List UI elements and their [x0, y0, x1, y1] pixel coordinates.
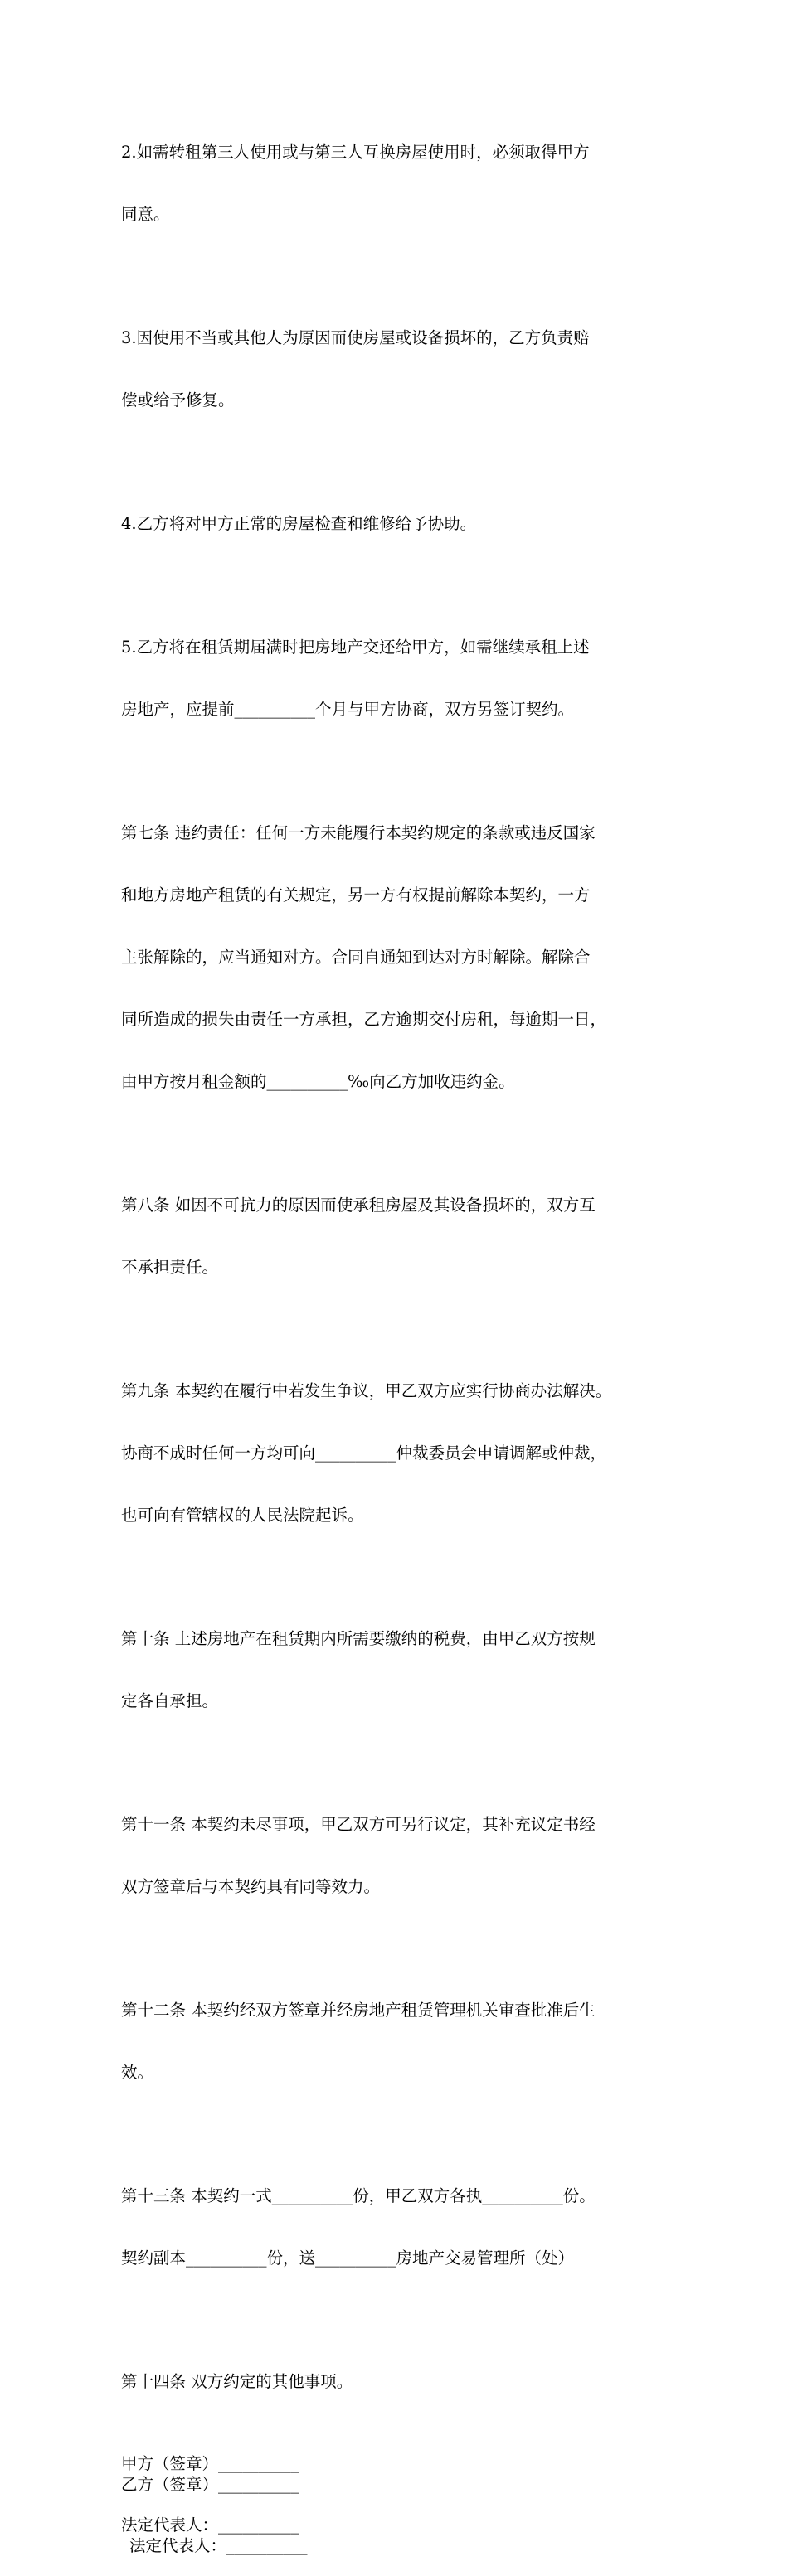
text-line: 效。	[121, 2063, 154, 2082]
text-line: 第九条 本契约在履行中若发生争议，甲乙双方应实行协商办法解决。	[121, 1381, 612, 1400]
party-b-signature: 乙方（签章）__________	[121, 2475, 299, 2494]
text-line: 4.乙方将对甲方正常的房屋检查和维修给予协助。	[121, 514, 477, 533]
text-line: 和地方房地产租赁的有关规定，另一方有权提前解除本契约，一方	[121, 885, 591, 905]
text-line: 第十四条 双方约定的其他事项。	[121, 2372, 353, 2391]
text-line: 第十一条 本契约未尽事项，甲乙双方可另行议定，其补充议定书经	[121, 1815, 596, 1834]
article-9-disputes	[121, 1339, 685, 1567]
text-line: 2.如需转租第三人使用或与第三人互换房屋使用时，必须取得甲方	[121, 143, 590, 162]
text-line: 第十三条 本契约一式__________份，甲乙双方各执__________份。	[121, 2186, 596, 2205]
text-line: 主张解除的，应当通知对方。合同自通知到达对方时解除。解除合	[121, 948, 591, 967]
legal-representatives	[121, 2515, 685, 2556]
article-11-supplements	[121, 1773, 685, 1938]
text-line: 第七条 违约责任：任何一方未能履行本契约规定的条款或违反国家	[121, 823, 596, 842]
legal-rep-a: 法定代表人：__________	[121, 2515, 299, 2535]
text-line: 双方签章后与本契约具有同等效力。	[121, 1877, 381, 1896]
text-line: 不承担责任。	[121, 1258, 219, 1277]
article-12-effectiveness	[121, 1958, 685, 2124]
text-line: 房地产，应提前__________个月与甲方协商，双方另签订契约。	[121, 700, 575, 719]
legal-rep-b: 法定代表人：__________	[129, 2536, 308, 2555]
text-line: 第十二条 本契约经双方签章并经房地产租赁管理机关审查批准后生	[121, 2001, 596, 2020]
text-line: 同意。	[121, 205, 170, 224]
clause-2	[121, 100, 685, 266]
text-line: 也可向有管辖权的人民法院起诉。	[121, 1506, 364, 1525]
text-line: 5.乙方将在租赁期届满时把房地产交还给甲方，如需继续承租上述	[121, 638, 590, 657]
text-line: 第八条 如因不可抗力的原因而使承租房屋及其设备损坏的，双方互	[121, 1196, 596, 1215]
text-line: 第十条 上述房地产在租赁期内所需要缴纳的税费，由甲乙双方按规	[121, 1629, 596, 1648]
text-line: 由甲方按月租金额的__________‰向乙方加收违约金。	[121, 1072, 515, 1091]
text-line: 同所造成的损失由责任一方承担，乙方逾期交付房租，每逾期一日，	[121, 1010, 607, 1029]
article-13-copies	[121, 2144, 685, 2310]
article-7-breach-liability	[121, 781, 685, 1133]
text-line: 偿或给予修复。	[121, 391, 235, 410]
text-line: 3.因使用不当或其他人为原因而使房屋或设备损坏的，乙方负责赔	[121, 328, 590, 347]
contract-page	[121, 100, 685, 2576]
party-a-signature: 甲方（签章）__________	[121, 2454, 299, 2473]
party-signatures	[121, 2453, 685, 2495]
clause-4	[121, 472, 685, 575]
clause-5	[121, 595, 685, 761]
article-10-taxes	[121, 1587, 685, 1753]
text-line: 协商不成时任何一方均可向__________仲裁委员会申请调解或仲裁，	[121, 1443, 607, 1463]
article-8-force-majeure	[121, 1153, 685, 1319]
text-line: 定各自承担。	[121, 1691, 219, 1710]
text-line: 契约副本__________份，送__________房地产交易管理所（处）	[121, 2249, 575, 2268]
article-14-other-matters	[121, 2330, 685, 2433]
clause-3	[121, 286, 685, 452]
